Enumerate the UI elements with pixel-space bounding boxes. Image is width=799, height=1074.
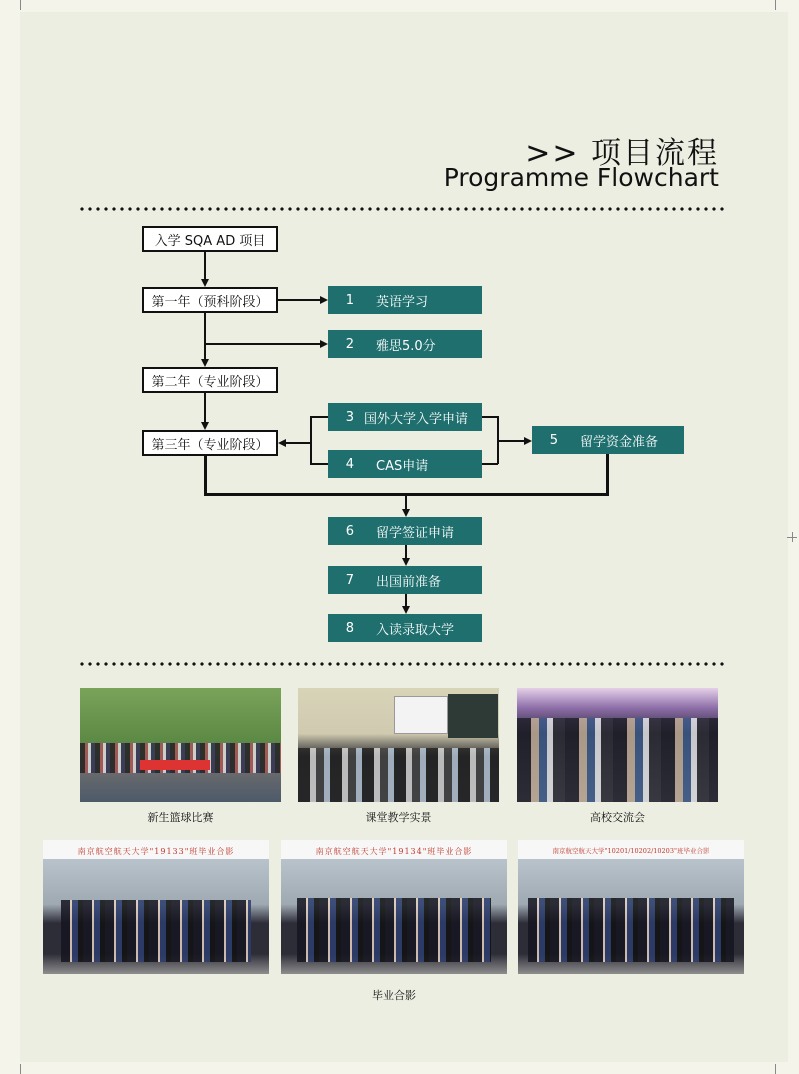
flow-step-6 (328, 517, 482, 545)
crop-mark (775, 1064, 776, 1074)
arrow-right-icon (320, 296, 328, 304)
flow-step-2 (328, 330, 482, 358)
connector (204, 252, 206, 279)
connector (405, 594, 407, 606)
step-number: 1 (345, 292, 354, 308)
connector (286, 442, 310, 444)
connector (204, 456, 207, 496)
arrow-down-icon (402, 606, 410, 614)
photo-caption: 毕业合影 (372, 989, 416, 1002)
connector (310, 416, 328, 418)
connector (204, 393, 206, 422)
arrow-down-icon (201, 279, 209, 287)
arrow-down-icon (201, 359, 209, 367)
connector (204, 343, 320, 345)
classroom-photo (298, 688, 499, 802)
crop-mark (20, 1064, 21, 1074)
connector (310, 463, 328, 465)
arrow-down-icon (402, 558, 410, 566)
step-number: 8 (345, 620, 354, 636)
step-number: 3 (345, 409, 354, 425)
flow-step-5 (532, 426, 684, 454)
arrow-right-icon (524, 437, 532, 445)
step-label: CAS申请 (376, 458, 429, 474)
dotted-divider (78, 207, 724, 211)
photo-caption: 课堂教学实景 (365, 811, 432, 824)
step-number: 2 (345, 336, 354, 352)
crop-mark (20, 0, 21, 10)
page-subtitle: Programme Flowchart (443, 163, 719, 192)
exchange-photo (517, 688, 718, 802)
connector (310, 416, 312, 464)
graduation-photo-1 (43, 840, 269, 974)
connector (482, 463, 498, 465)
dotted-divider (78, 662, 724, 666)
graduation-photo-2 (281, 840, 507, 974)
step-label: 出国前准备 (376, 574, 442, 590)
flow-step-7 (328, 566, 482, 594)
step-label: 雅思5.0分 (376, 338, 436, 354)
flow-step-8 (328, 614, 482, 642)
registration-mark (792, 532, 793, 542)
step-label: 留学签证申请 (376, 525, 455, 541)
flow-step-4 (328, 450, 482, 478)
connector (606, 454, 609, 496)
step-number: 5 (549, 432, 558, 448)
step-number: 4 (345, 456, 354, 472)
flow-step-1 (328, 286, 482, 314)
flow-year3-box: 第三年（专业阶段） (142, 430, 278, 456)
connector (405, 494, 407, 509)
arrow-down-icon (402, 509, 410, 517)
crop-mark (775, 0, 776, 10)
banner-text: 南京航空航天大学"19133"班毕业合影 (77, 847, 235, 856)
page-title: >> 项目流程 (525, 136, 719, 171)
step-number: 7 (345, 572, 354, 588)
basketball-photo (80, 688, 281, 802)
graduation-photo-3 (518, 840, 744, 974)
connector (204, 313, 206, 359)
connector (499, 440, 524, 442)
flow-year1-box: 第一年（预科阶段） (142, 287, 278, 313)
flow-start-box: 入学 SQA AD 项目 (142, 226, 278, 252)
banner-text: 南京航空航天大学"10201/10202/10203"班毕业合影 (552, 847, 710, 855)
connector (278, 299, 320, 301)
flow-year2-box: 第二年（专业阶段） (142, 367, 278, 393)
arrow-right-icon (320, 340, 328, 348)
step-label: 英语学习 (376, 294, 429, 310)
flow-step-3 (328, 403, 482, 431)
step-label: 入读录取大学 (376, 622, 455, 638)
banner-text: 南京航空航天大学"19134"班毕业合影 (315, 847, 473, 856)
connector (405, 545, 407, 558)
step-label: 国外大学入学申请 (364, 411, 469, 427)
photo-caption: 高校交流会 (590, 811, 645, 824)
connector (482, 416, 498, 418)
arrow-left-icon (278, 439, 286, 447)
photo-caption: 新生篮球比赛 (147, 811, 214, 824)
arrow-down-icon (201, 422, 209, 430)
step-label: 留学资金准备 (580, 434, 659, 450)
step-number: 6 (345, 523, 354, 539)
